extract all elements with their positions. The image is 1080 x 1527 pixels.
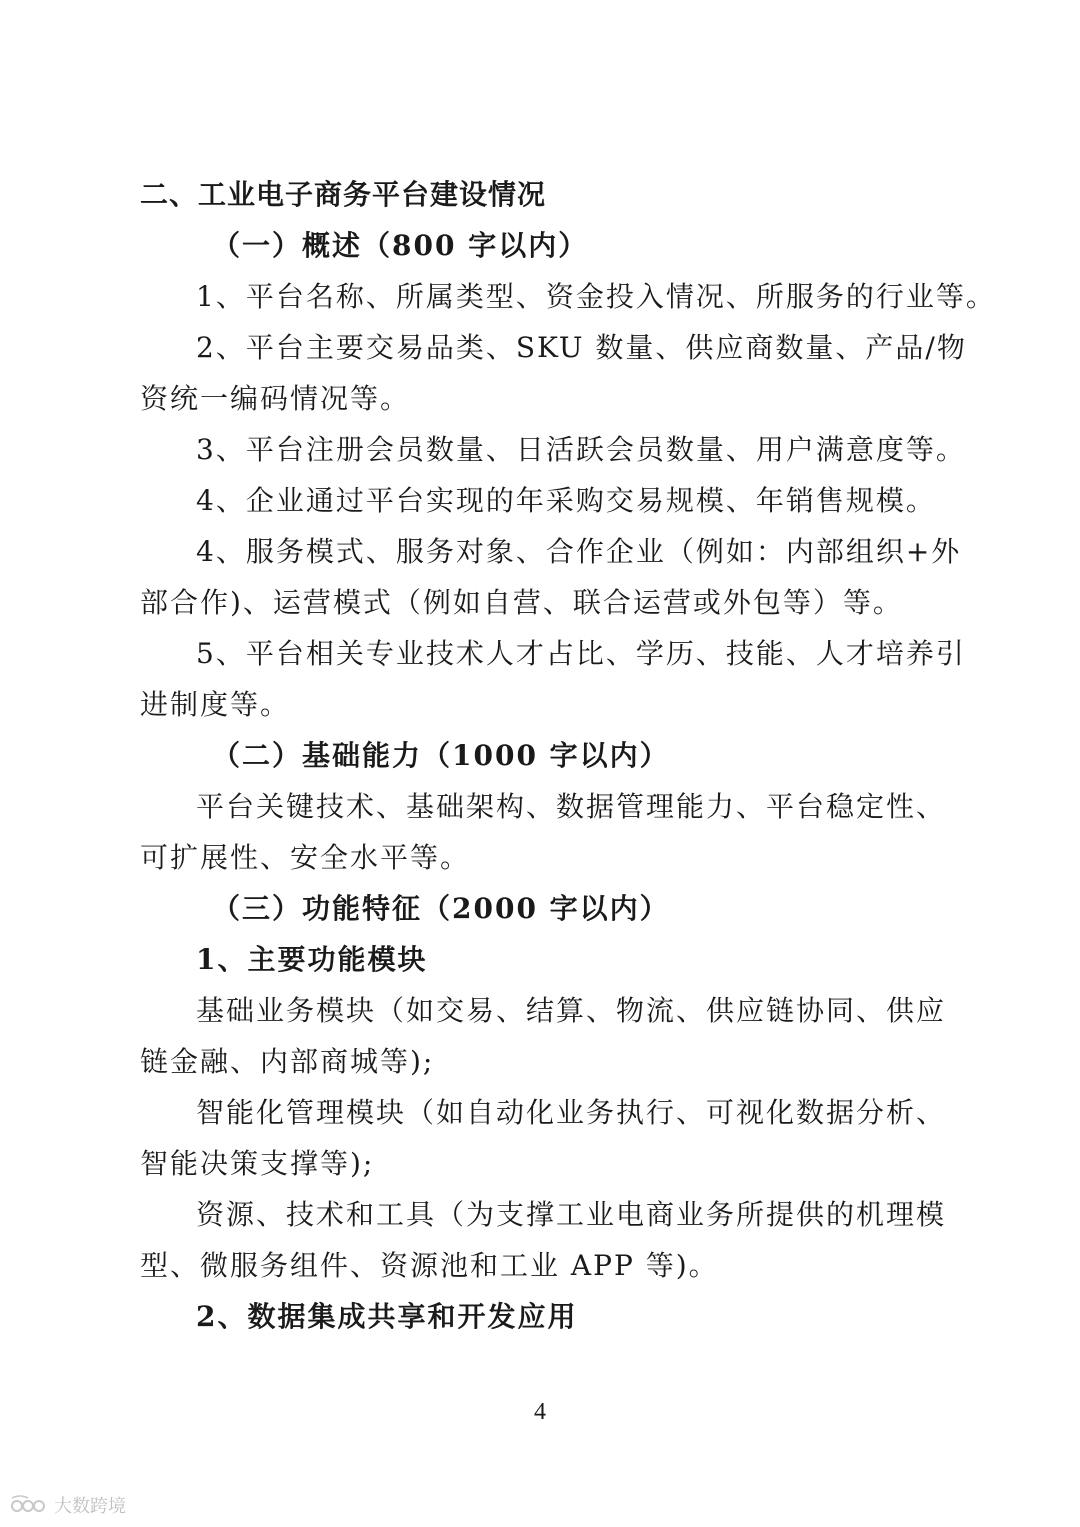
watermark-text: 大数跨境 (54, 1496, 126, 1517)
paragraph-line: 智能决策支撑等); (140, 1147, 375, 1180)
subsection-heading-features: （三）功能特征（2000 字以内） (212, 892, 670, 925)
paragraph-line: 资统一编码情况等。 (140, 382, 411, 415)
paragraph-line: 平台关键技术、基础架构、数据管理能力、平台稳定性、 (196, 790, 947, 823)
paragraph-line: 可扩展性、安全水平等。 (140, 841, 471, 874)
paragraph-line: 部合作)、运营模式（例如自营、联合运营或外包等）等。 (140, 586, 903, 619)
brand-logo-icon (10, 1494, 50, 1516)
paragraph-line: 链金融、内部商城等); (140, 1045, 435, 1078)
page-number: 4 (534, 1399, 546, 1425)
paragraph-line: 进制度等。 (140, 688, 291, 721)
item-heading-data-integration: 2、数据集成共享和开发应用 (196, 1300, 578, 1333)
item-heading-main-modules: 1、主要功能模块 (196, 943, 428, 976)
section-heading: 二、工业电子商务平台建设情况 (140, 178, 547, 211)
subsection-heading-overview: （一）概述（800 字以内） (212, 229, 589, 262)
paragraph-line: 基础业务模块（如交易、结算、物流、供应链协同、供应 (196, 994, 947, 1027)
paragraph-line: 5、平台相关专业技术人才占比、学历、技能、人才培养引 (196, 637, 966, 670)
paragraph-line: 型、微服务组件、资源池和工业 APP 等)。 (140, 1249, 719, 1282)
paragraph-line: 4、服务模式、服务对象、合作企业（例如：内部组织+外 (196, 535, 962, 568)
watermark (10, 1492, 126, 1518)
paragraph-line: 资源、技术和工具（为支撑工业电商业务所提供的机理模 (196, 1198, 947, 1231)
paragraph-line: 1、平台名称、所属类型、资金投入情况、所服务的行业等。 (196, 280, 996, 313)
subsection-heading-basic-capability: （二）基础能力（1000 字以内） (212, 739, 670, 772)
paragraph-line: 4、企业通过平台实现的年采购交易规模、年销售规模。 (196, 484, 936, 517)
paragraph-line: 2、平台主要交易品类、SKU 数量、供应商数量、产品/物 (196, 331, 967, 364)
paragraph-line: 智能化管理模块（如自动化业务执行、可视化数据分析、 (196, 1096, 947, 1129)
paragraph-line: 3、平台注册会员数量、日活跃会员数量、用户满意度等。 (196, 433, 966, 466)
